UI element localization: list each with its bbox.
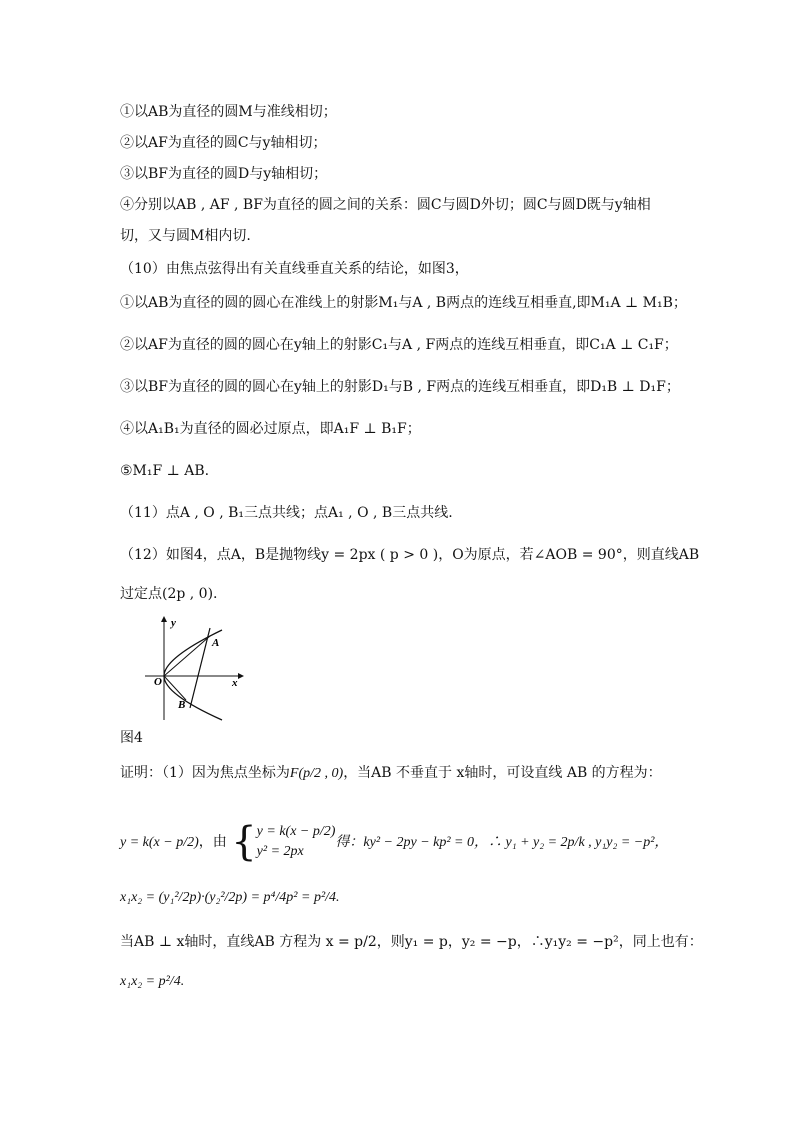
line-ab — [190, 628, 210, 708]
item10-5: ⑤M₁F ⊥ AB. — [120, 463, 210, 479]
item10-3: ③以BF为直径的圆的圆心在y轴上的射影D₁与B , F两点的连线互相垂直，即D₁B ⊥ D₁F； — [120, 379, 680, 395]
item12-line1: （12）如图4，点A，B是抛物线y = 2px ( p > 0 )，O为原点，若∠AOB = 90°，则直线AB — [120, 547, 700, 563]
equation-system — [257, 822, 336, 862]
item10-2: ②以AF为直径的圆的圆心在y轴上的射影C₁与A , F两点的连线互相垂直，即C₁A ⊥ C₁F； — [120, 337, 678, 353]
item9-1: ①以AB为直径的圆M与准线相切； — [120, 104, 337, 120]
item9-5: 切，又与圆M相内切. — [120, 228, 251, 244]
item12-line2: 过定点(2p , 0). — [120, 586, 218, 602]
system-row-2: y² = 2px — [256, 844, 304, 859]
item10-title: （10）由焦点弦得出有关直线垂直关系的结论，如图3， — [120, 261, 469, 277]
item10-1: ①以AB为直径的圆的圆心在准线上的射影M₁与A , B两点的连线互相垂直,即M₁A ⊥ M₁B； — [120, 295, 687, 311]
item11: （11）点A , O , B₁三点共线；点A₁ , O , B三点共线. — [120, 505, 453, 521]
label-y: y — [171, 617, 176, 629]
proof-line1 — [120, 763, 662, 784]
figure-4 — [140, 612, 250, 722]
proof-line4: 当AB ⊥ x轴时，直线AB 方程为 x = p/2，则y₁ = p，y₂ = −p，∴y₁y₂ = −p²，同上也有： — [120, 934, 703, 950]
x-axis-arrow — [238, 673, 244, 679]
line-ob — [164, 676, 186, 700]
label-b: B — [178, 699, 186, 711]
system-result: 得：ky² − 2py − kp² = 0，∴ y₁ + y₂ = 2p/k , y₁y₂ = −p²， — [335, 835, 669, 850]
label-x: x — [232, 677, 238, 689]
label-o: O — [154, 676, 162, 688]
proof-intro: 证明：（1）因为焦点坐标为 — [120, 765, 290, 781]
system-row-1: y = k(x − p/2) — [256, 824, 336, 839]
focus-coord: F(p/2 , 0) — [289, 766, 344, 781]
label-a: A — [212, 637, 220, 649]
item9-2: ②以AF为直径的圆C与y轴相切； — [120, 135, 327, 151]
proof-line3: x₁x₂ = (y₁²/2p)·(y₂²/2p) = p⁴/4p² = p²/4. — [120, 890, 340, 905]
by-text: ，由 — [198, 834, 227, 850]
proof-intro-tail: ，当AB 不垂直于 x轴时，可设直线 AB 的方程为： — [343, 765, 662, 781]
line-equation: y = k(x − p/2) — [120, 835, 199, 850]
proof-line5: x₁x₂ = p²/4. — [120, 974, 185, 989]
proof-line2: y = k(x − p/2)，由 { y = k(x − p/2) y² = 2px 得：ky² − 2py − kp² = 0，∴ y₁ + y₂ = 2p/k , y₁y₂ = −p²， — [120, 819, 669, 865]
item9-3: ③以BF为直径的圆D与y轴相切； — [120, 166, 328, 182]
y-axis-arrow — [161, 616, 167, 622]
item10-4: ④以A₁B₁为直径的圆必过原点，即A₁F ⊥ B₁F； — [120, 421, 421, 437]
item9-4: ④分别以AB , AF , BF为直径的圆之间的关系：圆C与圆D外切；圆C与圆D既与y轴相 — [120, 197, 651, 213]
figure-caption: 图4 — [120, 730, 143, 746]
